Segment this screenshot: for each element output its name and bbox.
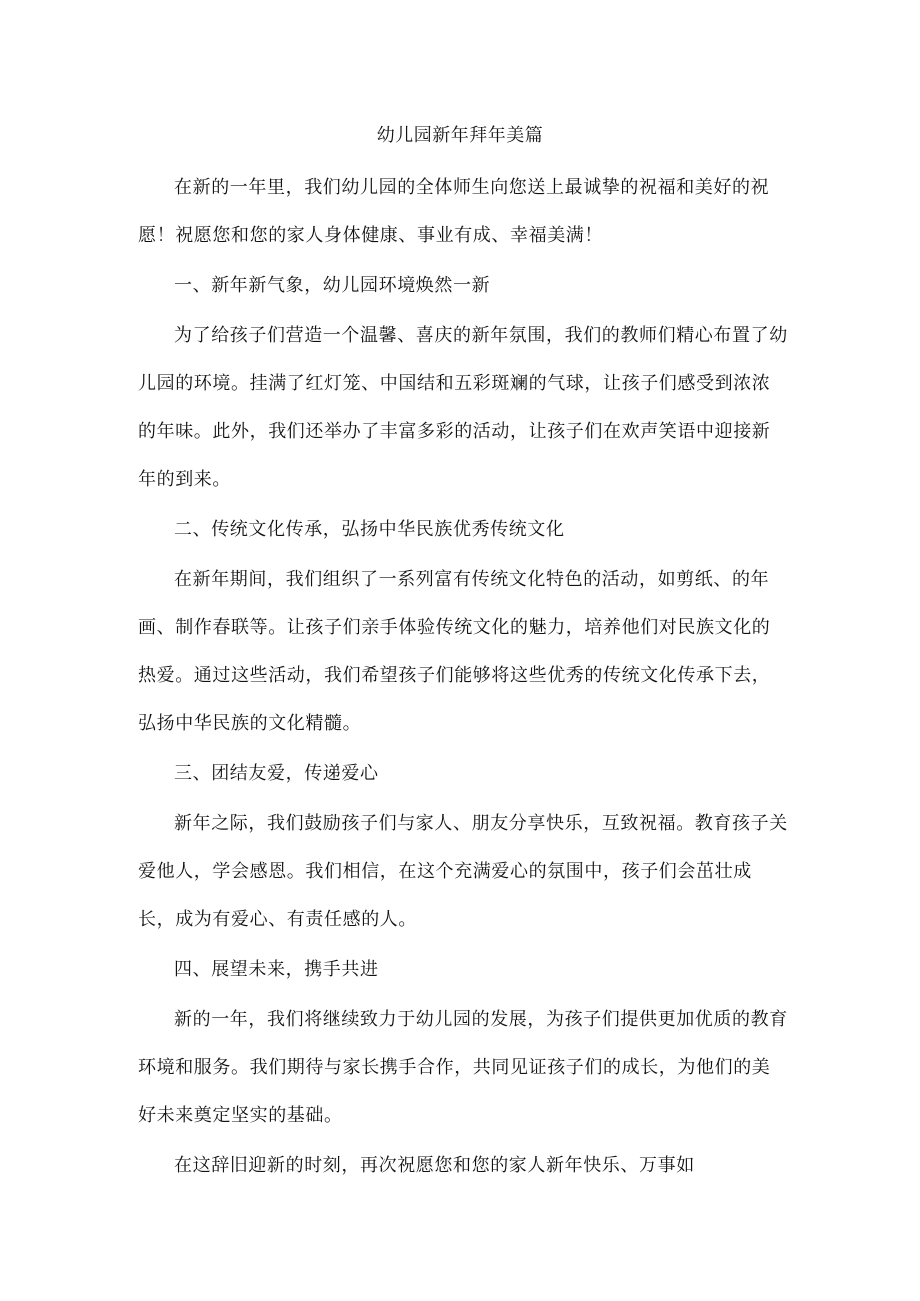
paragraph-environment: 为了给孩子们营造一个温馨、喜庆的新年氛围，我们的教师们精心布置了幼儿园的环境。挂满了红灯笼、中国结和五彩斑斓的气球，让孩子们感受到浓浓的年味。此外，我们还举办了丰富多彩的活动，让孩子们在欢声笑语中迎接新年的到来。 [138, 325, 788, 490]
section-heading-2: 二、传统文化传承，弘扬中华民族优秀传统文化 [174, 519, 565, 540]
section-heading-4: 四、展望未来，携手共进 [174, 959, 379, 980]
document-title: 幼儿园新年拜年美篇 [376, 125, 544, 146]
paragraph-future: 新的一年，我们将继续致力于幼儿园的发展，为孩子们提供更加优质的教育环境和服务。我们期待与家长携手合作，共同见证孩子们的成长，为他们的美好未来奠定坚实的基础。 [138, 1009, 788, 1126]
paragraph-closing: 在这辞旧迎新的时刻，再次祝愿您和您的家人新年快乐、万事如 [174, 1155, 695, 1176]
section-heading-3: 三、团结友爱，传递爱心 [174, 763, 379, 784]
paragraph-greeting: 在新的一年里，我们幼儿园的全体师生向您送上最诚挚的祝福和美好的祝愿！祝愿您和您的家人身体健康、事业有成、幸福美满！ [138, 177, 770, 246]
paragraph-love: 新年之际，我们鼓励孩子们与家人、朋友分享快乐，互致祝福。教育孩子关爱他人，学会感恩。我们相信，在这个充满爱心的氛围中，孩子们会茁壮成长，成为有爱心、有责任感的人。 [138, 813, 788, 930]
paragraph-tradition: 在新年期间，我们组织了一系列富有传统文化特色的活动，如剪纸、的年画、制作春联等。让孩子们亲手体验传统文化的魅力，培养他们对民族文化的热爱。通过这些活动，我们希望孩子们能够将这些优秀的传统文化传承下去，弘扬中华民族的文化精髓。 [138, 569, 771, 734]
document-body [138, 164, 788, 1190]
section-heading-1: 一、新年新气象，幼儿园环境焕然一新 [174, 275, 491, 296]
